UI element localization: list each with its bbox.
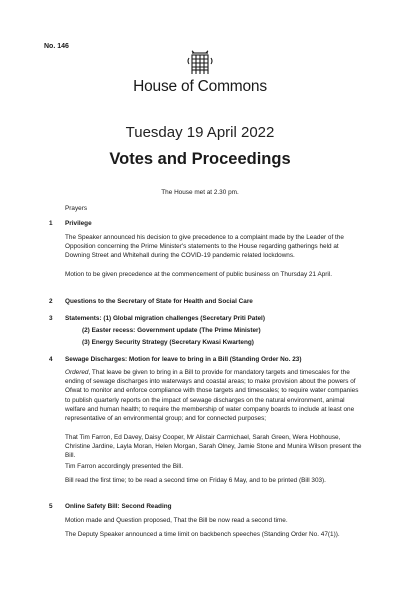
item-paragraph: The Deputy Speaker announced a time limit on backbench speeches (Standing Order No. 47(1)). bbox=[65, 531, 340, 538]
item-number: 4 bbox=[49, 356, 53, 363]
item-paragraph: Motion to be given precedence at the commencement of public business on Thursday 21 April. bbox=[65, 271, 333, 278]
item-number: 5 bbox=[49, 503, 53, 510]
statement-subitem: (2) Easter recess: Government update (The Prime Minister) bbox=[82, 327, 261, 334]
ordered-paragraph bbox=[65, 368, 365, 423]
item-paragraph: That Tim Farron, Ed Davey, Daisy Cooper, Mr Alistair Carmichael, Sarah Green, Wera Hobhouse, Christine Jardine, Layla Moran, Helen Morgan, Sarah Olney, Jamie Stone and Munira Wilson present the Bill. bbox=[65, 434, 362, 460]
item-paragraph: The Speaker announced his decision to give precedence to a complaint made by the Leader of the Opposition concerning the Prime Minister's statements to the House regarding gatherings held at Downing Street and Whitehall during the COVID-19 pandemic related lockdowns. bbox=[65, 234, 344, 260]
house-name-wordmark: House of Commons bbox=[133, 78, 267, 95]
item-heading: Online Safety Bill: Second Reading bbox=[65, 503, 172, 510]
prayers-label: Prayers bbox=[65, 205, 88, 212]
item-heading: Statements: (1) Global migration challenges (Secretary Priti Patel) bbox=[65, 315, 265, 322]
item-number: 3 bbox=[49, 315, 53, 322]
item-paragraph: Bill read the first time; to be read a second time on Friday 6 May, and to be printed (Bill 303). bbox=[65, 477, 326, 484]
item-number: 2 bbox=[49, 298, 53, 305]
document-title: Votes and Proceedings bbox=[109, 150, 291, 168]
statement-subitem: (3) Energy Security Strategy (Secretary Kwasi Kwarteng) bbox=[82, 339, 254, 346]
sitting-time: The House met at 2.30 pm. bbox=[161, 189, 239, 196]
item-heading: Questions to the Secretary of State for Health and Social Care bbox=[65, 298, 253, 305]
portcullis-logo-icon bbox=[187, 50, 213, 76]
item-heading: Privilege bbox=[65, 220, 92, 227]
item-number: 1 bbox=[49, 220, 53, 227]
ordered-text: , That leave be given to bring in a Bill to provide for mandatory targets and timescales for the ending of sewage discharges into waterways and coastal areas; to make provision about the powers of Ofwat to monitor and enforce compliance with those targets and timescales; to require water companies to publish quarterly reports on the impact of sewage discharges on the natural environment, animal welfare and human health; to require the membership of water company boards to include at least one representative of an environmental group; and for connected purposes; bbox=[65, 369, 359, 423]
document-number: No. 146 bbox=[44, 43, 69, 50]
ordered-word: Ordered bbox=[65, 369, 89, 376]
item-heading: Sewage Discharges: Motion for leave to bring in a Bill (Standing Order No. 23) bbox=[65, 356, 302, 363]
item-paragraph: Motion made and Question proposed, That the Bill be now read a second time. bbox=[65, 517, 288, 524]
item-paragraph: Tim Farron accordingly presented the Bill. bbox=[65, 463, 184, 470]
sitting-date: Tuesday 19 April 2022 bbox=[125, 124, 275, 141]
